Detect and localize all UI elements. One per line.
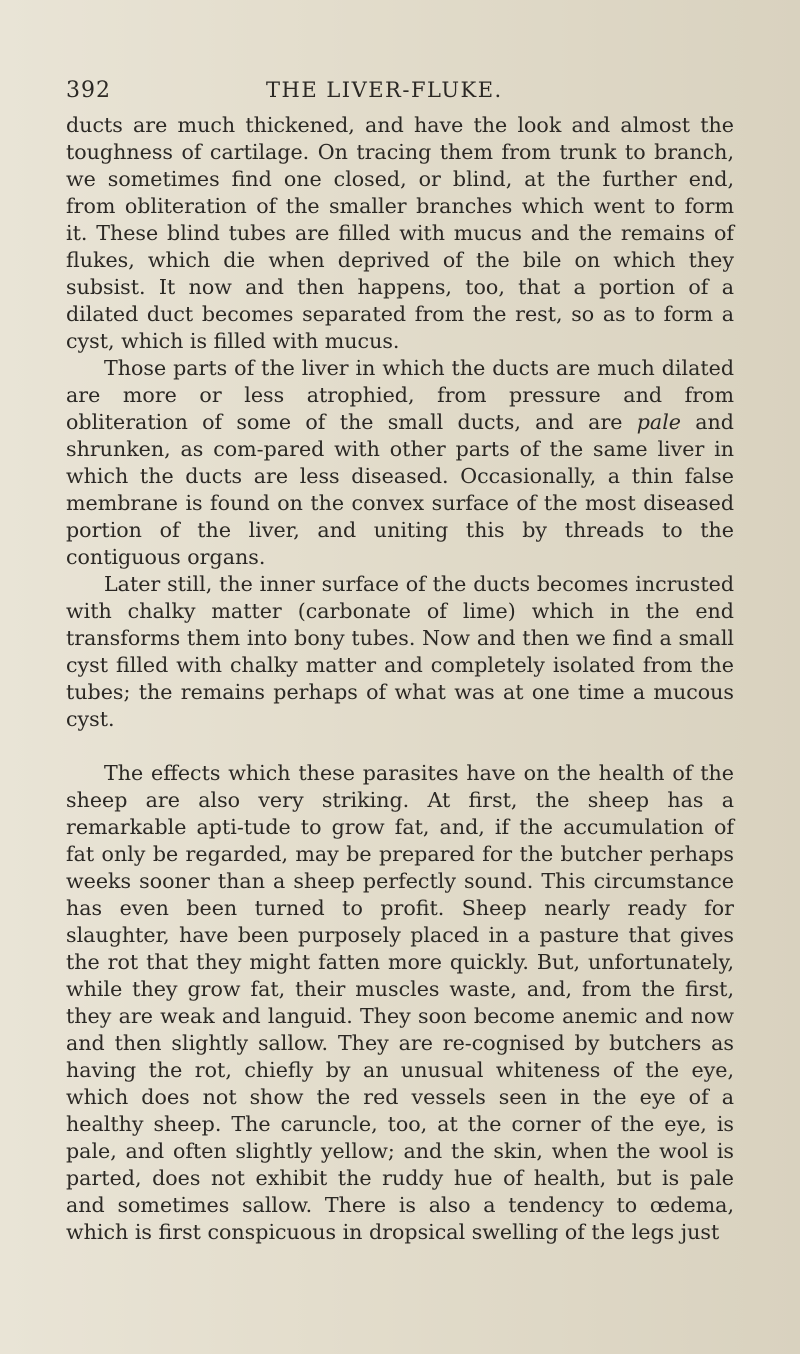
body-text: [66, 112, 734, 1246]
paragraph-2-italic-word: pale: [636, 410, 681, 434]
paragraph-2-start: Those parts of the liver in which the ducts are much dilated are more or less atrophied, from pressure and from obliteration of some of the small ducts, and are: [66, 356, 734, 434]
paragraph-3: Later still, the inner surface of the ducts becomes incrusted with chalky matter (carbonate of lime) which in the end transforms them into bony tubes. Now and then we find a small cyst filled with chalky matter and completely isolated from the tubes; the remains perhaps of what was at one time a mucous cyst.: [66, 572, 734, 731]
paragraph-2: [66, 355, 734, 571]
page-header: [66, 78, 656, 108]
page-number: 392: [66, 78, 111, 103]
running-title: THE LIVER-FLUKE.: [266, 78, 503, 102]
paragraph-2-end: and shrunken, as com-pared with other parts of the same liver in which the ducts are less diseased. Occasionally, a thin false membrane is found on the convex surface of the most diseased portion of the liver, and uniting this by threads to the contiguous organs.: [66, 410, 734, 569]
paragraph-1: ducts are much thickened, and have the look and almost the toughness of cartilage. On tracing them from trunk to branch, we sometimes find one closed, or blind, at the further end, from obliteration of the smaller branches which went to form it. These blind tubes are filled with mucus and the remains of flukes, which die when deprived of the bile on which they subsist. It now and then happens, too, that a portion of a dilated duct becomes separated from the rest, so as to form a cyst, which is filled with mucus.: [66, 113, 734, 353]
paragraph-4: The effects which these parasites have on the health of the sheep are also very striking. At first, the sheep has a remarkable apti-tude to grow fat, and, if the accumulation of fat only be regarded, may be prepared for the butcher perhaps weeks sooner than a sheep perfectly sound. This circumstance has even been turned to profit. Sheep nearly ready for slaughter, have been purposely placed in a pasture that gives the rot that they might fatten more quickly. But, unfortunately, while they grow fat, their muscles waste, and, from the first, they are weak and languid. They soon become anemic and now and then slightly sallow. They are re-cognised by butchers as having the rot, chiefly by an unusual whiteness of the eye, which does not show the red vessels seen in the eye of a healthy sheep. The caruncle, too, at the corner of the eye, is pale, and often slightly yellow; and the skin, when the wool is parted, does not exhibit the ruddy hue of health, but is pale and sometimes sallow. There is also a tendency to œdema, which is first conspicuous in dropsical swelling of the legs just: [66, 761, 734, 1244]
